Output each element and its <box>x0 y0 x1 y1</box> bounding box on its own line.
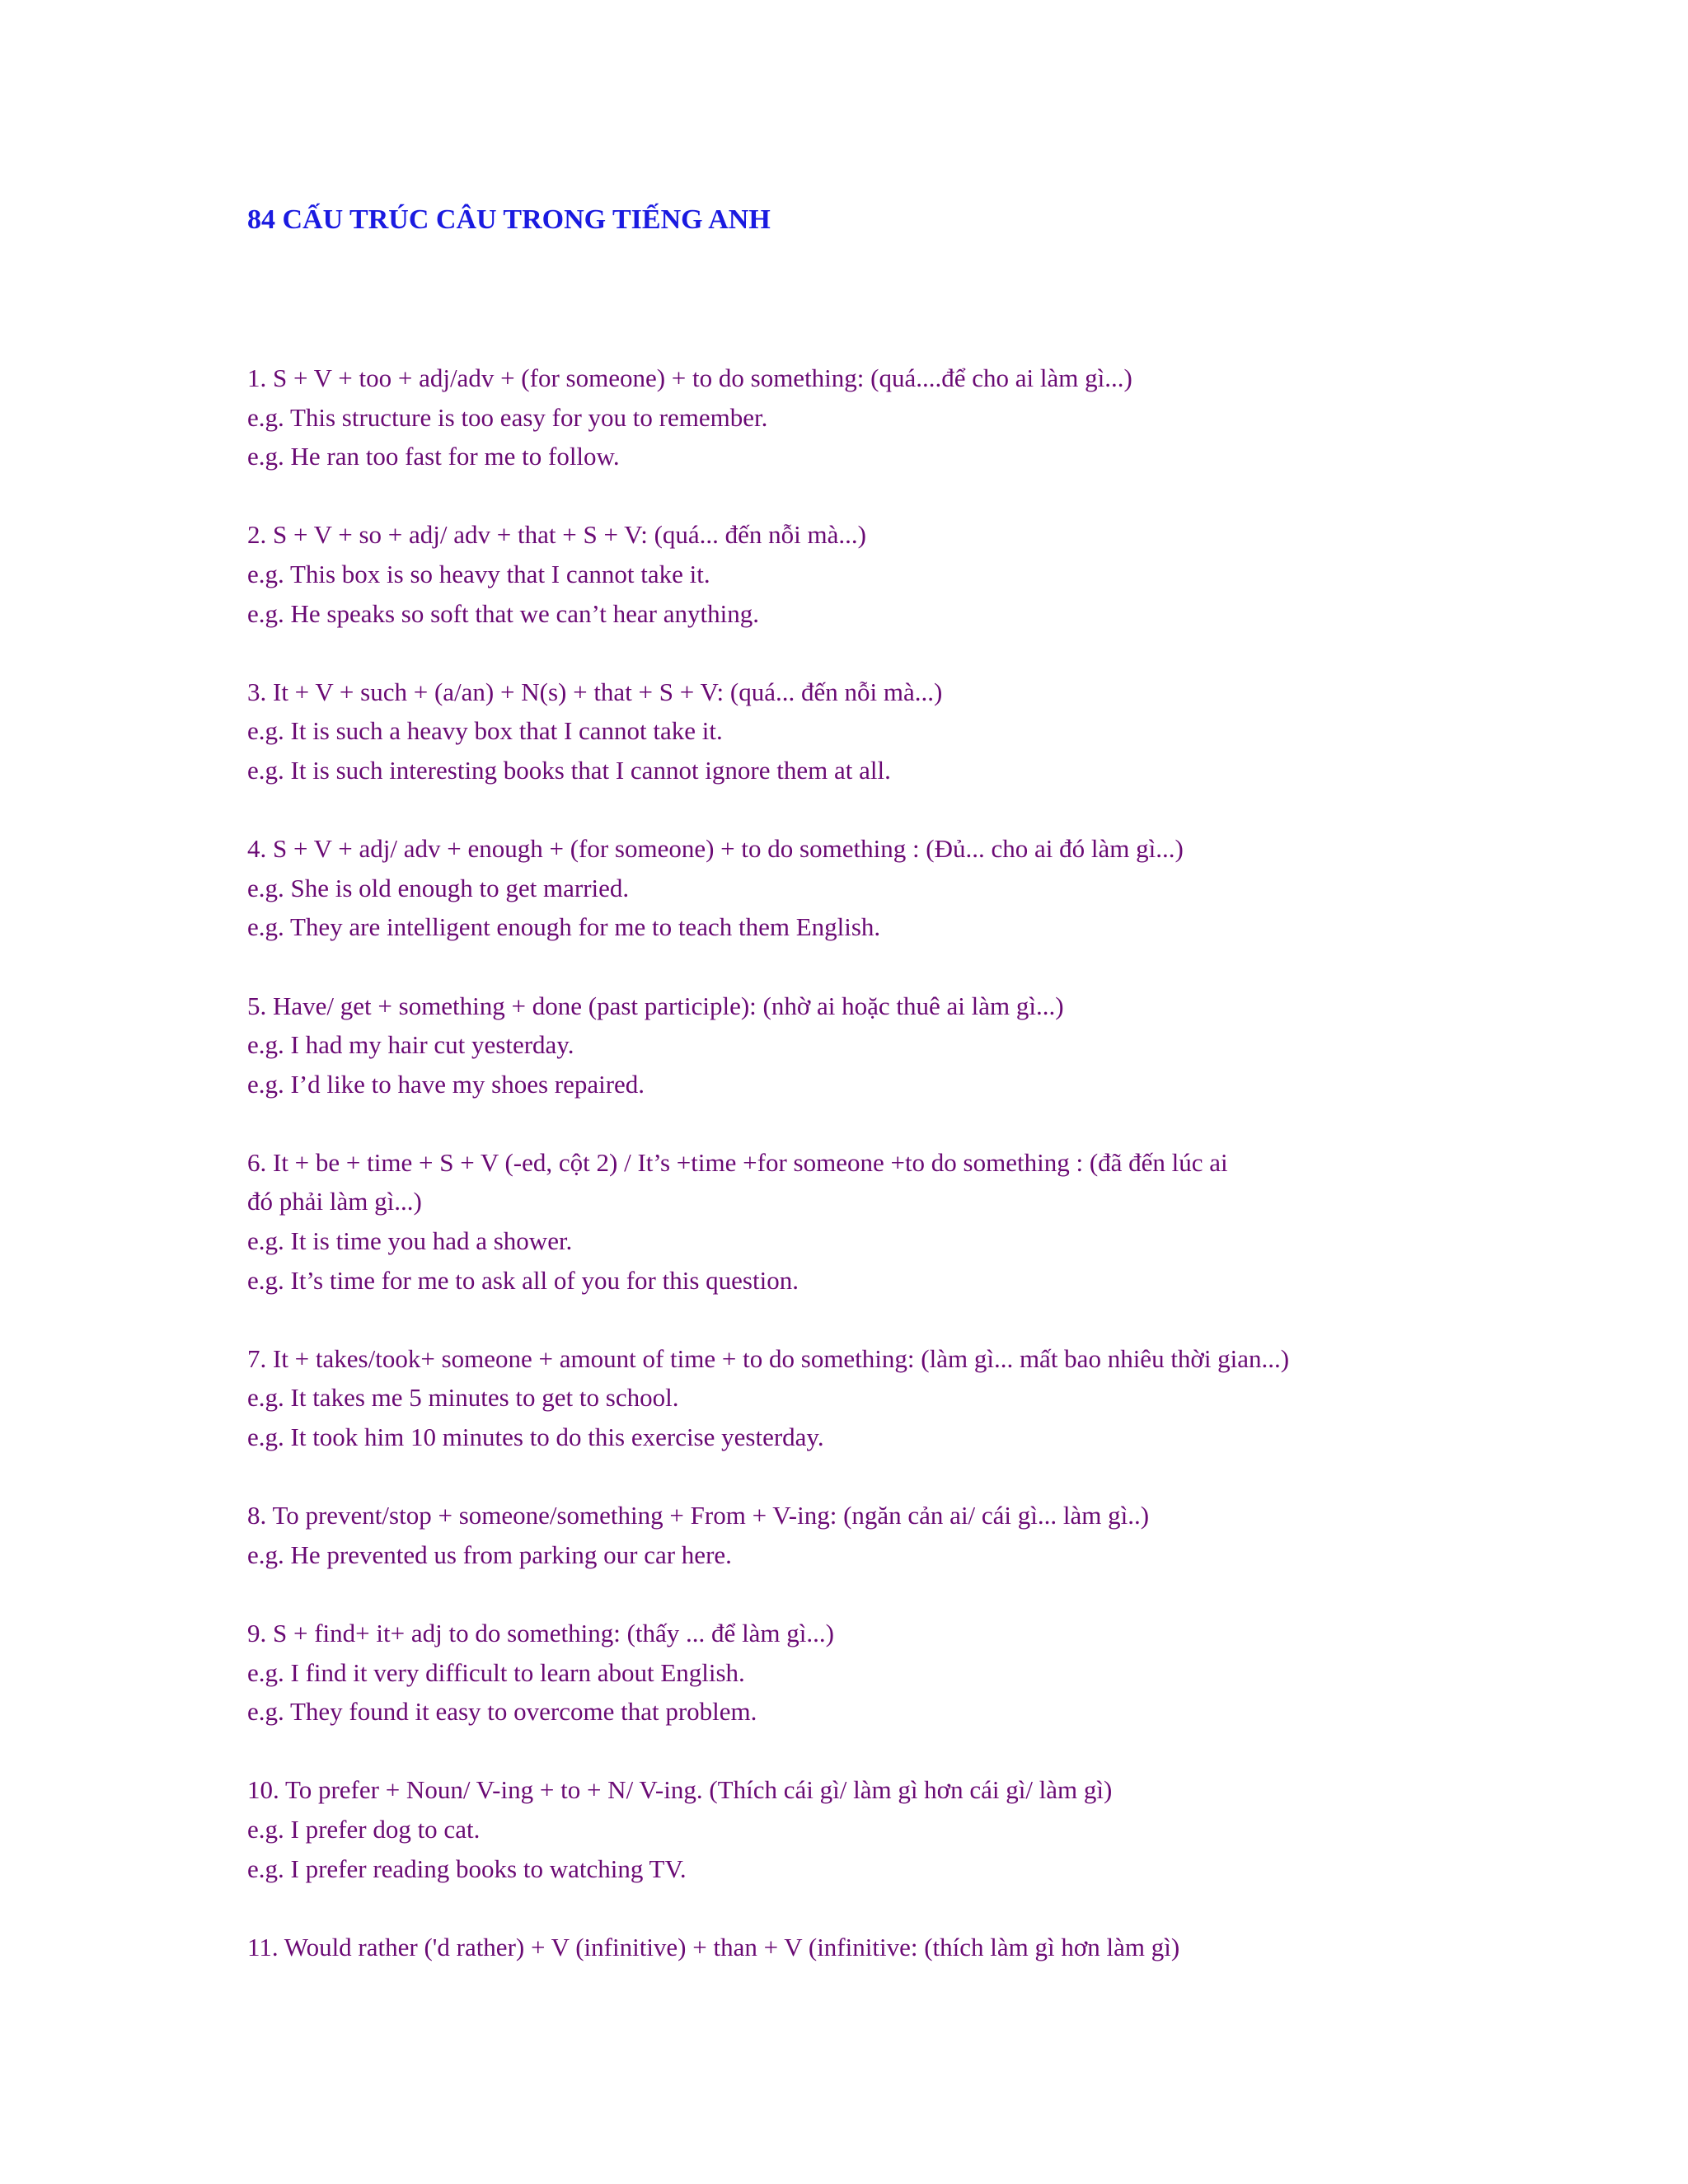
structure-section <box>247 1770 1451 1888</box>
example-sentence: e.g. She is old enough to get married. <box>247 873 630 902</box>
example-sentence: e.g. It takes me 5 minutes to get to school. <box>247 1383 679 1413</box>
structure-heading: 8. To prevent/stop + someone/something + From + V-ing: (ngăn cản ai/ cái gì... làm gì..) <box>247 1501 1150 1530</box>
example-sentence: e.g. They found it easy to overcome that problem. <box>247 1697 757 1727</box>
structure-section <box>247 987 1451 1104</box>
example-sentence: e.g. I find it very difficult to learn about English. <box>247 1657 745 1687</box>
example-sentence: e.g. They are intelligent enough for me to teach them English. <box>247 912 881 942</box>
structure-section <box>247 1614 1451 1732</box>
example-sentence: e.g. It is such a heavy box that I cannot take it. <box>247 716 723 746</box>
structure-heading: 3. It + V + such + (a/an) + N(s) + that + S + V: (quá... đến nỗi mà...) <box>247 677 943 706</box>
structure-section <box>247 515 1451 633</box>
structure-list <box>247 359 1451 2006</box>
structure-section <box>247 359 1451 476</box>
structure-heading: 10. To prefer + Noun/ V-ing + to + N/ V-ing. (Thích cái gì/ làm gì hơn cái gì/ làm gì) <box>247 1775 1113 1805</box>
example-sentence: e.g. It is time you had a shower. <box>247 1226 573 1256</box>
example-sentence: e.g. This box is so heavy that I cannot take it. <box>247 559 710 588</box>
example-sentence: e.g. I prefer reading books to watching TV. <box>247 1854 687 1883</box>
example-sentence: e.g. I’d like to have my shoes repaired. <box>247 1069 645 1099</box>
example-sentence: e.g. He ran too fast for me to follow. <box>247 442 620 471</box>
structure-heading: đó phải làm gì...) <box>247 1187 422 1216</box>
structure-section <box>247 829 1451 947</box>
example-sentence: e.g. It is such interesting books that I cannot ignore them at all. <box>247 755 891 785</box>
example-sentence: e.g. I had my hair cut yesterday. <box>247 1030 574 1060</box>
example-sentence: e.g. It took him 10 minutes to do this exercise yesterday. <box>247 1422 824 1452</box>
example-sentence: e.g. I prefer dog to cat. <box>247 1814 481 1844</box>
structure-heading: 7. It + takes/took+ someone + amount of time + to do something: (làm gì... mất bao nhiêu thời gian...) <box>247 1343 1290 1373</box>
structure-heading: 2. S + V + so + adj/ adv + that + S + V: (quá... đến nỗi mà...) <box>247 520 866 550</box>
structure-heading: 4. S + V + adj/ adv + enough + (for someone) + to do something : (Đủ... cho ai đó làm gì...) <box>247 834 1184 864</box>
structure-heading: 11. Would rather ('d rather) + V (infinitive) + than + V (infinitive: (thích làm gì hơn làm gì) <box>247 1932 1180 1961</box>
document-title: 84 CẤU TRÚC CÂU TRONG TIẾNG ANH <box>247 204 771 235</box>
structure-heading: 1. S + V + too + adj/adv + (for someone) + to do something: (quá....để cho ai làm gì...) <box>247 363 1132 392</box>
structure-section <box>247 673 1451 790</box>
example-sentence: e.g. It’s time for me to ask all of you for this question. <box>247 1265 799 1295</box>
structure-section <box>247 1496 1451 1574</box>
example-sentence: e.g. He speaks so soft that we can’t hear anything. <box>247 598 759 628</box>
structure-section <box>247 1143 1451 1300</box>
structure-section <box>247 1339 1451 1457</box>
example-sentence: e.g. This structure is too easy for you to remember. <box>247 402 768 432</box>
structure-heading: 6. It + be + time + S + V (-ed, cột 2) / It’s +time +for someone +to do something : (đã đến lúc ai <box>247 1147 1228 1177</box>
example-sentence: e.g. He prevented us from parking our car here. <box>247 1540 732 1569</box>
structure-section <box>247 1928 1451 1967</box>
structure-heading: 9. S + find+ it+ adj to do something: (thấy ... để làm gì...) <box>247 1619 834 1647</box>
structure-heading: 5. Have/ get + something + done (past participle): (nhờ ai hoặc thuê ai làm gì...) <box>247 991 1064 1020</box>
